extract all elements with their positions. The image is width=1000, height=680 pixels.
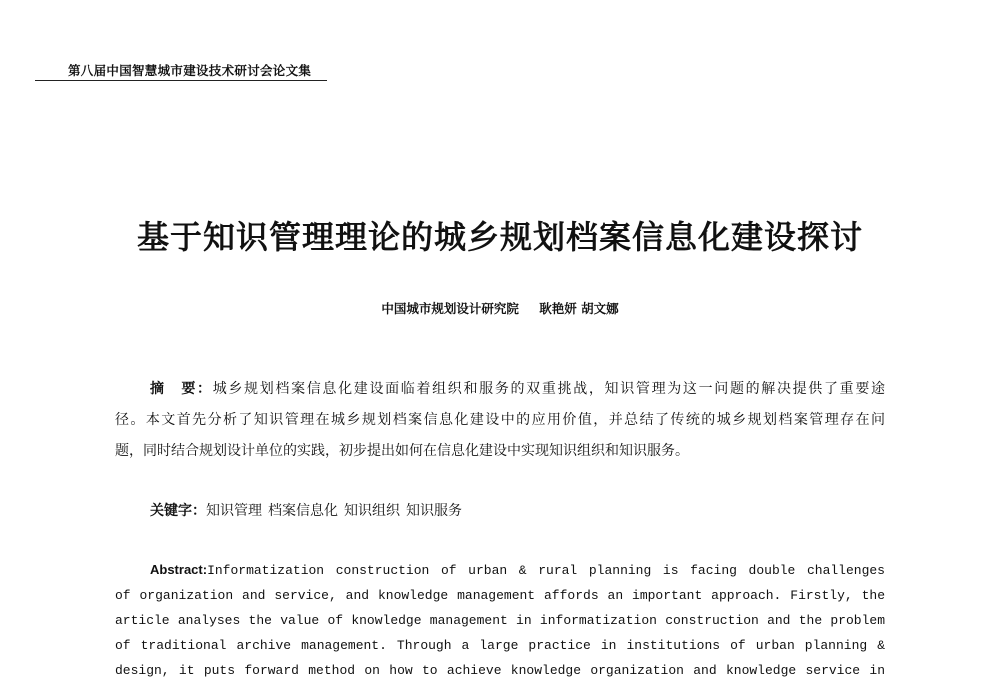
keyword: 档案信息化 — [268, 503, 338, 519]
keyword: 知识管理 — [206, 503, 262, 519]
running-header: 第八届中国智慧城市建设技术研讨会论文集 — [68, 63, 312, 78]
affiliation: 中国城市规划设计研究院 — [381, 301, 519, 316]
keyword: 知识服务 — [406, 503, 462, 519]
abstract-en-line: of traditional archive management. Through a large practice in institutions of urban planning & — [115, 638, 885, 653]
abstract-en-line: article analyses the value of knowledge management in informatization construction and the problem — [115, 613, 885, 628]
keyword: 知识组织 — [344, 503, 400, 519]
abstract-en-text: Informatization construction of urban & rural planning is facing double challenges — [207, 563, 885, 578]
authors — [0, 299, 1000, 317]
abstract-en-label: Abstract: — [150, 562, 208, 577]
abstract-en-line: of organization and service, and knowledge management affords an important approach. Firstly, the — [115, 588, 885, 603]
author-names: 耿艳妍 胡文娜 — [539, 301, 619, 316]
abstract-en-line — [150, 562, 885, 578]
abstract-cn-line — [150, 378, 885, 398]
header-rule — [35, 80, 327, 81]
abstract-cn-line: 径。本文首先分析了知识管理在城乡规划档案信息化建设中的应用价值，并总结了传统的城乡规划档案管理存在问 — [115, 412, 885, 428]
keywords — [150, 500, 468, 520]
abstract-cn-line: 题，同时结合规划设计单位的实践，初步提出如何在信息化建设中实现知识组织和知识服务。 — [115, 443, 689, 459]
abstract-en-line: design, it puts forward method on how to achieve knowledge organization and knowledge service in — [115, 663, 885, 678]
abstract-cn-label: 摘 要： — [150, 380, 213, 396]
abstract-cn-text: 城乡规划档案信息化建设面临着组织和服务的双重挑战，知识管理为这一问题的解决提供了重要途 — [212, 381, 886, 397]
keywords-label: 关键字： — [150, 502, 206, 518]
paper-title: 基于知识管理理论的城乡规划档案信息化建设探讨 — [136, 218, 863, 256]
